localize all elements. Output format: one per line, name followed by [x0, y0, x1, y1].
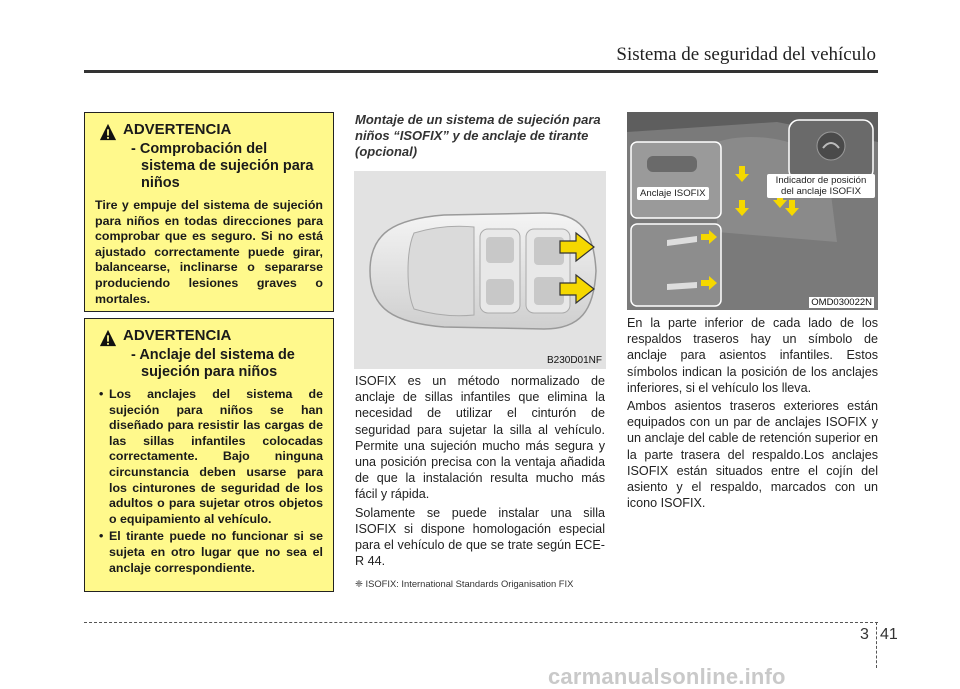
header-rule: [84, 70, 878, 73]
page-header-title: Sistema de seguridad del vehículo: [616, 44, 876, 65]
page-number-separator: [876, 622, 877, 668]
section-heading: Montaje de un sistema de sujeción para niños “ISOFIX” y de anclaje de tirante (opcional): [355, 112, 601, 159]
warning-list: [95, 387, 323, 576]
car-top-view-figure: [354, 171, 606, 369]
paragraph: En la parte inferior de cada lado de los respaldos traseros hay un símbolo de anclaje para asientos infantiles. Estos símbolos indican la posición de los anclajes inferiores, si el vehículo los lleva.: [627, 316, 878, 395]
section-number: 3: [860, 626, 869, 643]
warning-triangle-icon: [99, 329, 117, 347]
paragraph: Solamente se puede instalar una silla ISOFIX si dispone homologación especial para el vehículo de que se trate según ECE-R 44.: [355, 505, 605, 569]
footer-rule: [84, 622, 878, 623]
figure-code: B230D01NF: [546, 355, 602, 366]
isofix-seat-figure: [627, 112, 878, 310]
rear-seat-illustration: [627, 112, 878, 310]
watermark: carmanualsonline.info: [548, 664, 786, 689]
warning-box-anchor: [84, 318, 334, 592]
page-number: 41: [880, 626, 898, 643]
anchor-description: [627, 315, 878, 513]
warning-body: Tire y empuje del sistema de sujeción para niños en todas direcciones para comprobar que es seguro. Si no está ajustado correctamente puede girar, balancearse, inclinarse o separarse produciendo lesiones graves o mortales.: [95, 198, 323, 306]
warning-triangle-icon: [99, 123, 117, 141]
warning-subtitle: - Anclaje del sistema de sujeción para niños: [131, 347, 295, 380]
car-top-view-illustration: [354, 171, 606, 369]
paragraph: ISOFIX es un método normalizado de anclaje de sillas infantiles que elimina la necesidad de utilizar el cinturón de seguridad para sujetar la silla al vehículo. Permite una sujeción mucho más segura y una posición precisa con la ventaja añadida de que la instalación resulta mucho más fácil y rápida.: [355, 374, 605, 502]
warning-subtitle: - Comprobación del sistema de sujeción para niños: [131, 141, 314, 191]
callout-isofix-anchor: Anclaje ISOFIX: [637, 187, 709, 200]
figure-code: OMD030022N: [811, 297, 872, 308]
warning-title: ADVERTENCIA: [123, 121, 232, 138]
paragraph: Ambos asientos traseros exteriores están equipados con un par de anclajes ISOFIX y un anclaje del cable de retención superior en la parte trasera del respaldo.Los anclajes ISOFIX están situados entre el cojín del asiento y el respaldo, marcados con un icono ISOFIX.: [627, 399, 878, 511]
isofix-description: [355, 373, 605, 571]
warning-box-check: [84, 112, 334, 312]
warning-list-item: • El tirante puede no funcionar si se sujeta en otro lugar que no sea el anclaje correspondiente.: [95, 529, 323, 576]
warning-list-item: • Los anclajes del sistema de sujeción para niños se han diseñado para resistir las cargas de las sillas infantiles colocadas correctamente. Bajo ninguna circunstancia deben usarse para los cinturones de seguridad de los adultos o para sujetar otros objetos o equipamiento al vehículo.: [95, 387, 323, 527]
warning-title: ADVERTENCIA: [123, 327, 232, 344]
callout-isofix-indicator: Indicador de posición del anclaje ISOFIX: [767, 174, 875, 198]
footnote: ❈ ISOFIX: International Standards Origanisation FIX: [355, 578, 574, 589]
